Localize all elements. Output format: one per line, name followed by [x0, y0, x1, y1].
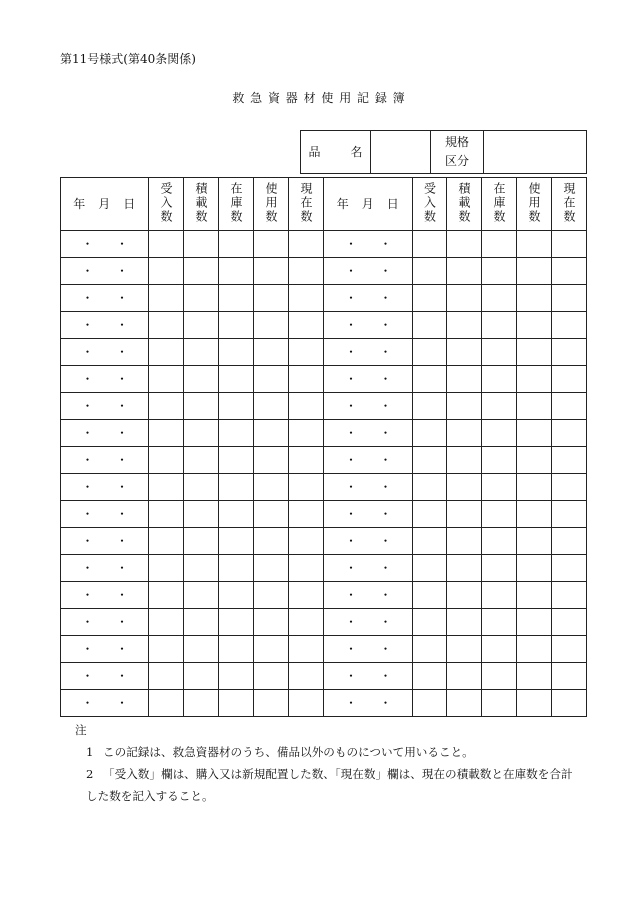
row-2-left-loaded-cell [184, 258, 218, 284]
row-5-right-date-cell: ・ ・ [324, 339, 412, 365]
row-4-right-date-cell: ・ ・ [324, 312, 412, 338]
row-7-right-used-cell [517, 393, 551, 419]
row-13-right-current-cell [552, 555, 586, 581]
column-label-used: 使用数 [264, 181, 278, 224]
row-6-right-used-cell [517, 366, 551, 392]
row-16-right-date-cell: ・ ・ [324, 636, 412, 662]
spec-value-cell [484, 131, 586, 173]
row-13-left-loaded-cell [184, 555, 218, 581]
row-8-left-loaded-cell [184, 420, 218, 446]
row-9-right-received-cell [413, 447, 446, 473]
row-15-right-loaded-cell [447, 609, 481, 635]
row-18-left-used-cell [254, 690, 288, 716]
row-3-left-received-cell [149, 285, 183, 311]
row-12-left-date-cell: ・ ・ [61, 528, 148, 554]
row-14-right-used-cell [517, 582, 551, 608]
row-17-right-received-cell [413, 663, 446, 689]
row-8-left-used-cell [254, 420, 288, 446]
item-info-box [300, 130, 587, 174]
row-17-left-current-cell [289, 663, 323, 689]
row-5-left-received-cell [149, 339, 183, 365]
row-15-right-stock-cell [482, 609, 516, 635]
row-11-left-date-cell: ・ ・ [61, 501, 148, 527]
row-18-left-current-cell [289, 690, 323, 716]
row-5-right-received-cell [413, 339, 446, 365]
column-label-loaded: 積載数 [457, 181, 471, 224]
row-5-left-loaded-cell [184, 339, 218, 365]
header-left-used-cell [254, 178, 288, 230]
row-10-left-date-cell: ・ ・ [61, 474, 148, 500]
row-2-left-current-cell [289, 258, 323, 284]
row-15-left-date-cell: ・ ・ [61, 609, 148, 635]
row-13-right-used-cell [517, 555, 551, 581]
row-6-left-used-cell [254, 366, 288, 392]
row-7-left-loaded-cell [184, 393, 218, 419]
row-17-right-stock-cell [482, 663, 516, 689]
header-left-current-cell [289, 178, 323, 230]
row-16-right-received-cell [413, 636, 446, 662]
row-10-right-current-cell [552, 474, 586, 500]
row-18-right-used-cell [517, 690, 551, 716]
row-7-left-date-cell: ・ ・ [61, 393, 148, 419]
row-11-right-used-cell [517, 501, 551, 527]
row-16-right-loaded-cell [447, 636, 481, 662]
row-9-right-stock-cell [482, 447, 516, 473]
row-11-left-used-cell [254, 501, 288, 527]
row-1-right-used-cell [517, 231, 551, 257]
row-1-left-date-cell: ・ ・ [61, 231, 148, 257]
row-18-left-loaded-cell [184, 690, 218, 716]
form-number: 第11号様式(第40条関係) [60, 52, 196, 66]
row-2-right-stock-cell [482, 258, 516, 284]
row-15-right-current-cell [552, 609, 586, 635]
row-17-left-used-cell [254, 663, 288, 689]
row-8-left-date-cell: ・ ・ [61, 420, 148, 446]
row-7-right-stock-cell [482, 393, 516, 419]
row-1-left-stock-cell [219, 231, 253, 257]
row-13-right-loaded-cell [447, 555, 481, 581]
row-4-left-received-cell [149, 312, 183, 338]
row-1-right-date-cell: ・ ・ [324, 231, 412, 257]
row-10-left-loaded-cell [184, 474, 218, 500]
row-1-right-received-cell [413, 231, 446, 257]
row-14-left-date-cell: ・ ・ [61, 582, 148, 608]
row-11-right-received-cell [413, 501, 446, 527]
row-6-right-date-cell: ・ ・ [324, 366, 412, 392]
row-15-right-used-cell [517, 609, 551, 635]
row-13-right-received-cell [413, 555, 446, 581]
row-16-left-stock-cell [219, 636, 253, 662]
row-7-left-stock-cell [219, 393, 253, 419]
item-name-value-cell [371, 131, 430, 173]
row-8-right-date-cell: ・ ・ [324, 420, 412, 446]
row-2-right-loaded-cell [447, 258, 481, 284]
column-label-date: 年 月 日 [336, 197, 400, 211]
row-1-right-current-cell [552, 231, 586, 257]
usage-record-table [60, 177, 587, 717]
row-17-right-used-cell [517, 663, 551, 689]
row-6-right-loaded-cell [447, 366, 481, 392]
column-label-current: 現在数 [299, 181, 313, 224]
header-left-loaded-cell [184, 178, 218, 230]
row-6-right-received-cell [413, 366, 446, 392]
item-name-label: 品 名 [308, 145, 365, 159]
row-11-left-received-cell [149, 501, 183, 527]
row-1-right-loaded-cell [447, 231, 481, 257]
note-text: この記録は、救急資器材のうち、備品以外のものについて用いること。 [103, 745, 474, 759]
row-13-right-date-cell: ・ ・ [324, 555, 412, 581]
row-2-right-used-cell [517, 258, 551, 284]
row-8-right-stock-cell [482, 420, 516, 446]
row-4-left-current-cell [289, 312, 323, 338]
row-11-left-loaded-cell [184, 501, 218, 527]
row-5-right-used-cell [517, 339, 551, 365]
row-10-right-received-cell [413, 474, 446, 500]
row-16-left-used-cell [254, 636, 288, 662]
row-13-left-stock-cell [219, 555, 253, 581]
row-14-left-received-cell [149, 582, 183, 608]
row-6-right-stock-cell [482, 366, 516, 392]
row-14-left-stock-cell [219, 582, 253, 608]
spec-label-line: 規格 [444, 135, 469, 149]
row-8-right-current-cell [552, 420, 586, 446]
row-18-left-date-cell: ・ ・ [61, 690, 148, 716]
header-right-current-cell [552, 178, 586, 230]
row-1-left-used-cell [254, 231, 288, 257]
row-12-right-stock-cell [482, 528, 516, 554]
row-4-right-stock-cell [482, 312, 516, 338]
row-2-left-used-cell [254, 258, 288, 284]
row-3-left-stock-cell [219, 285, 253, 311]
row-16-right-current-cell [552, 636, 586, 662]
column-label-stock: 在庫数 [492, 181, 506, 224]
column-label-current: 現在数 [562, 181, 576, 224]
row-15-left-current-cell [289, 609, 323, 635]
row-3-left-used-cell [254, 285, 288, 311]
row-8-right-loaded-cell [447, 420, 481, 446]
row-18-right-received-cell [413, 690, 446, 716]
row-6-left-date-cell: ・ ・ [61, 366, 148, 392]
row-15-left-loaded-cell [184, 609, 218, 635]
note-text: 「受入数」欄は、購入又は新規配置した数、「現在数」欄は、現在の積載数と在庫数を合計 [103, 767, 573, 781]
row-10-right-date-cell: ・ ・ [324, 474, 412, 500]
row-16-right-stock-cell [482, 636, 516, 662]
note-number: 2 [86, 767, 94, 781]
row-10-left-current-cell [289, 474, 323, 500]
column-label-date: 年 月 日 [73, 197, 136, 211]
row-12-right-date-cell: ・ ・ [324, 528, 412, 554]
row-9-left-used-cell [254, 447, 288, 473]
row-4-left-date-cell: ・ ・ [61, 312, 148, 338]
row-5-right-loaded-cell [447, 339, 481, 365]
row-4-left-loaded-cell [184, 312, 218, 338]
row-7-left-used-cell [254, 393, 288, 419]
row-8-left-received-cell [149, 420, 183, 446]
header-right-date-cell [324, 178, 412, 230]
row-12-left-current-cell [289, 528, 323, 554]
row-18-right-stock-cell [482, 690, 516, 716]
row-2-right-received-cell [413, 258, 446, 284]
row-1-left-loaded-cell [184, 231, 218, 257]
row-14-left-used-cell [254, 582, 288, 608]
row-12-right-loaded-cell [447, 528, 481, 554]
row-12-right-used-cell [517, 528, 551, 554]
row-18-right-current-cell [552, 690, 586, 716]
row-3-right-used-cell [517, 285, 551, 311]
row-15-right-date-cell: ・ ・ [324, 609, 412, 635]
row-10-left-received-cell [149, 474, 183, 500]
row-11-right-current-cell [552, 501, 586, 527]
spec-label-cell [431, 131, 483, 173]
row-16-left-current-cell [289, 636, 323, 662]
row-17-left-loaded-cell [184, 663, 218, 689]
row-13-left-received-cell [149, 555, 183, 581]
row-7-right-loaded-cell [447, 393, 481, 419]
column-label-loaded: 積載数 [194, 181, 208, 224]
row-17-right-loaded-cell [447, 663, 481, 689]
row-10-left-used-cell [254, 474, 288, 500]
row-18-left-received-cell [149, 690, 183, 716]
row-4-right-received-cell [413, 312, 446, 338]
row-8-left-stock-cell [219, 420, 253, 446]
row-8-right-received-cell [413, 420, 446, 446]
row-17-right-date-cell: ・ ・ [324, 663, 412, 689]
notes-heading: 注 [75, 723, 87, 737]
row-15-left-stock-cell [219, 609, 253, 635]
row-14-right-received-cell [413, 582, 446, 608]
row-3-right-loaded-cell [447, 285, 481, 311]
note-text-continued: した数を記入すること。 [86, 789, 214, 803]
row-2-right-date-cell: ・ ・ [324, 258, 412, 284]
header-left-stock-cell [219, 178, 253, 230]
row-12-left-received-cell [149, 528, 183, 554]
row-10-right-used-cell [517, 474, 551, 500]
row-12-left-stock-cell [219, 528, 253, 554]
document-title: 救 急 資 器 材 使 用 記 録 簿 [232, 91, 406, 105]
row-5-left-stock-cell [219, 339, 253, 365]
row-8-left-current-cell [289, 420, 323, 446]
column-label-received: 受入数 [422, 181, 437, 224]
row-4-left-used-cell [254, 312, 288, 338]
row-10-right-loaded-cell [447, 474, 481, 500]
spec-label-line: 区分 [444, 154, 469, 168]
row-5-right-current-cell [552, 339, 586, 365]
row-15-left-used-cell [254, 609, 288, 635]
row-10-right-stock-cell [482, 474, 516, 500]
header-right-received-cell [413, 178, 446, 230]
row-12-right-current-cell [552, 528, 586, 554]
row-4-right-loaded-cell [447, 312, 481, 338]
header-right-used-cell [517, 178, 551, 230]
row-7-right-date-cell: ・ ・ [324, 393, 412, 419]
row-8-right-used-cell [517, 420, 551, 446]
row-12-right-received-cell [413, 528, 446, 554]
row-11-right-stock-cell [482, 501, 516, 527]
row-2-left-stock-cell [219, 258, 253, 284]
row-2-left-received-cell [149, 258, 183, 284]
note-number: 1 [86, 745, 94, 759]
row-9-right-loaded-cell [447, 447, 481, 473]
row-18-right-loaded-cell [447, 690, 481, 716]
row-14-right-current-cell [552, 582, 586, 608]
row-9-left-loaded-cell [184, 447, 218, 473]
row-15-right-received-cell [413, 609, 446, 635]
row-4-right-current-cell [552, 312, 586, 338]
row-18-right-date-cell: ・ ・ [324, 690, 412, 716]
row-7-left-received-cell [149, 393, 183, 419]
row-9-left-current-cell [289, 447, 323, 473]
column-label-stock: 在庫数 [229, 181, 243, 224]
item-name-label-cell [301, 131, 370, 173]
row-9-right-date-cell: ・ ・ [324, 447, 412, 473]
row-6-right-current-cell [552, 366, 586, 392]
row-9-right-used-cell [517, 447, 551, 473]
row-13-right-stock-cell [482, 555, 516, 581]
row-16-left-received-cell [149, 636, 183, 662]
row-11-right-date-cell: ・ ・ [324, 501, 412, 527]
row-12-left-used-cell [254, 528, 288, 554]
row-16-left-loaded-cell [184, 636, 218, 662]
header-right-loaded-cell [447, 178, 481, 230]
row-14-right-stock-cell [482, 582, 516, 608]
row-17-left-date-cell: ・ ・ [61, 663, 148, 689]
row-13-left-used-cell [254, 555, 288, 581]
row-3-left-date-cell: ・ ・ [61, 285, 148, 311]
row-7-left-current-cell [289, 393, 323, 419]
row-13-left-current-cell [289, 555, 323, 581]
row-14-right-date-cell: ・ ・ [324, 582, 412, 608]
row-14-left-loaded-cell [184, 582, 218, 608]
row-14-right-loaded-cell [447, 582, 481, 608]
row-17-left-stock-cell [219, 663, 253, 689]
header-left-date-cell [61, 178, 148, 230]
row-9-right-current-cell [552, 447, 586, 473]
row-16-right-used-cell [517, 636, 551, 662]
row-6-left-stock-cell [219, 366, 253, 392]
row-3-left-current-cell [289, 285, 323, 311]
row-5-left-current-cell [289, 339, 323, 365]
row-11-left-stock-cell [219, 501, 253, 527]
row-1-left-received-cell [149, 231, 183, 257]
row-5-right-stock-cell [482, 339, 516, 365]
column-label-used: 使用数 [527, 181, 541, 224]
row-3-left-loaded-cell [184, 285, 218, 311]
row-4-right-used-cell [517, 312, 551, 338]
row-17-left-received-cell [149, 663, 183, 689]
row-17-right-current-cell [552, 663, 586, 689]
row-9-left-received-cell [149, 447, 183, 473]
row-1-right-stock-cell [482, 231, 516, 257]
header-left-received-cell [149, 178, 183, 230]
row-14-left-current-cell [289, 582, 323, 608]
header-right-stock-cell [482, 178, 516, 230]
row-11-left-current-cell [289, 501, 323, 527]
row-5-left-used-cell [254, 339, 288, 365]
row-10-left-stock-cell [219, 474, 253, 500]
row-6-left-loaded-cell [184, 366, 218, 392]
column-label-received: 受入数 [159, 181, 173, 224]
row-6-left-current-cell [289, 366, 323, 392]
row-9-left-date-cell: ・ ・ [61, 447, 148, 473]
row-13-left-date-cell: ・ ・ [61, 555, 148, 581]
row-3-right-stock-cell [482, 285, 516, 311]
row-7-right-received-cell [413, 393, 446, 419]
row-9-left-stock-cell [219, 447, 253, 473]
row-1-left-current-cell [289, 231, 323, 257]
row-5-left-date-cell: ・ ・ [61, 339, 148, 365]
row-16-left-date-cell: ・ ・ [61, 636, 148, 662]
row-4-left-stock-cell [219, 312, 253, 338]
row-3-right-current-cell [552, 285, 586, 311]
row-6-left-received-cell [149, 366, 183, 392]
row-2-left-date-cell: ・ ・ [61, 258, 148, 284]
row-18-left-stock-cell [219, 690, 253, 716]
row-7-right-current-cell [552, 393, 586, 419]
row-3-right-date-cell: ・ ・ [324, 285, 412, 311]
row-12-left-loaded-cell [184, 528, 218, 554]
row-11-right-loaded-cell [447, 501, 481, 527]
row-2-right-current-cell [552, 258, 586, 284]
row-3-right-received-cell [413, 285, 446, 311]
row-15-left-received-cell [149, 609, 183, 635]
